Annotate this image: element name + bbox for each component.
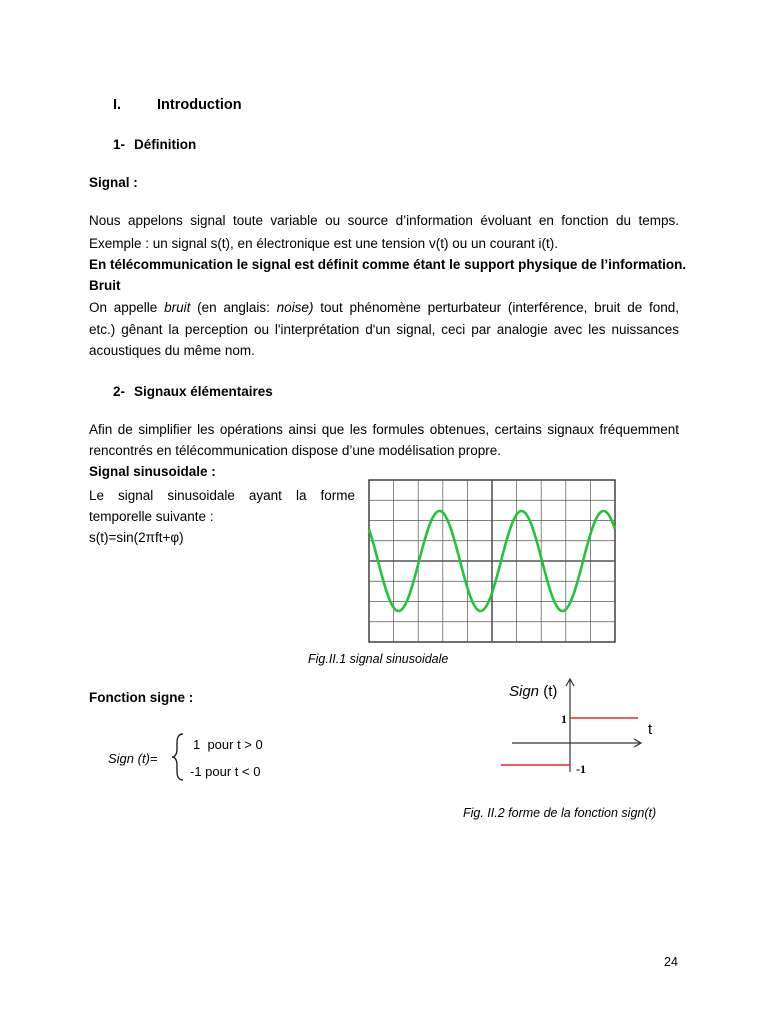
sign-graph-ylabel-italic: Sign xyxy=(509,683,540,700)
bruit-line1-c: (en anglais: xyxy=(190,300,277,315)
sign-case-2: -1 pour t < 0 xyxy=(190,764,261,779)
signal-heading: Signal : xyxy=(89,175,138,190)
para1-line2: Exemple : un signal s(t), en électronique est une tension v(t) ou un courant i(t). xyxy=(89,236,558,251)
section-title: Introduction xyxy=(157,97,242,113)
bruit-italic-term: bruit xyxy=(164,300,191,315)
sign-graph-label-neg: -1 xyxy=(576,762,586,776)
fig2-caption: Fig. II.2 forme de la fonction sign(t) xyxy=(463,806,657,820)
section-number: I. xyxy=(113,97,122,113)
para2-line2: rencontrés en télécommunication dispose d’une modélisation propre. xyxy=(89,443,501,458)
fig1-caption: Fig.II.1 signal sinusoidale xyxy=(308,652,449,666)
bruit-line1-a: On appelle xyxy=(89,300,165,315)
bruit-line1-e: tout phénomène perturbateur (interférence, bruit de fond, xyxy=(313,300,679,315)
sign-graph-ylabel-rest: (t) xyxy=(539,683,558,700)
oscilloscope-grid xyxy=(369,480,615,642)
page-number: 24 xyxy=(664,955,678,969)
bruit-heading: Bruit xyxy=(89,278,121,293)
bruit-line2: etc.) gênant la perception ou l'interprétation d'un signal, ceci par analogie avec les nuissances xyxy=(89,322,679,337)
sign-graph-label-pos: 1 xyxy=(561,712,567,726)
para1-line3: En télécommunication le signal est définit comme étant le support physique de l’information. xyxy=(89,257,687,272)
sinus-line2: temporelle suivante : xyxy=(89,509,214,524)
subsection-title-1: Définition xyxy=(134,137,197,152)
sinus-line1: Le signal sinusoidale ayant la forme xyxy=(89,488,355,503)
sinus-formula: s(t)=sin(2πft+φ) xyxy=(89,530,184,545)
subsection-number-2: 2- xyxy=(113,384,126,399)
sign-graph xyxy=(500,676,680,786)
sign-case-1: 1 pour t > 0 xyxy=(193,737,263,752)
sign-graph-xlabel: t xyxy=(648,721,653,738)
subsection-number-1: 1- xyxy=(113,137,126,152)
sign-lhs xyxy=(108,751,158,766)
para2-line1: Afin de simplifier les opérations ainsi que les formules obtenues, certains signaux fréquemment xyxy=(89,422,679,437)
bruit-line3: acoustiques du même nom. xyxy=(89,343,255,358)
sine-figure xyxy=(368,479,616,643)
subsection-title-2: Signaux élémentaires xyxy=(134,384,273,399)
sinus-heading: Signal sinusoidale : xyxy=(89,464,216,479)
sign-heading: Fonction signe : xyxy=(89,690,194,705)
para1-line1: Nous appelons signal toute variable ou source d’information évoluant en fonction du temps. xyxy=(89,213,679,228)
sign-lhs-text: Sign (t)= xyxy=(108,751,158,766)
sign-brace xyxy=(170,732,186,782)
noise-italic-term: noise) xyxy=(276,300,314,315)
bruit-line1 xyxy=(89,298,679,318)
